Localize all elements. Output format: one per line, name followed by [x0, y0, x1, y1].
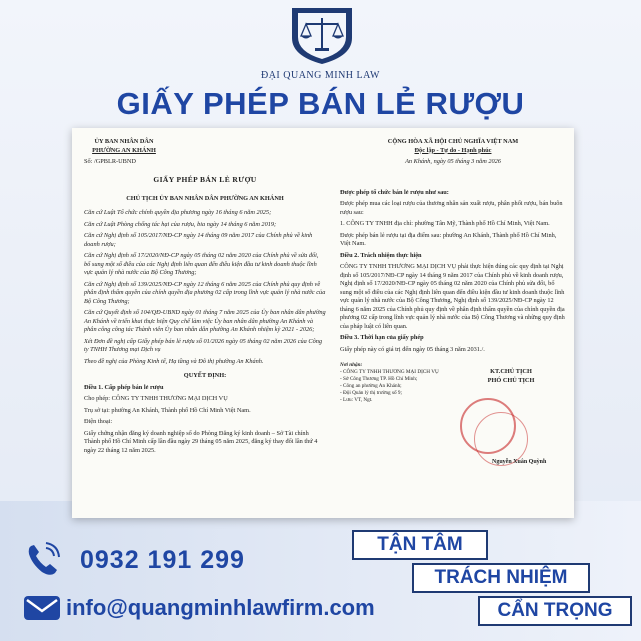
right-text-2: Được phép mua các loại rượu của thương nhân sản xuất rượu, phân phối rượu, bán buôn rượu sau:: [340, 200, 563, 216]
phone-number[interactable]: 0932 191 299: [80, 546, 245, 574]
validity: Giấy phép này có giá trị đến ngày 05 tháng 3 năm 2031./.: [340, 345, 485, 353]
right-text-4: Được phép bán lẻ rượu tại địa điểm sau: phường An Khánh, Thành phố Hồ Chí Minh, Việt Nam.: [340, 231, 557, 247]
business-registration: Giấy chứng nhận đăng ký doanh nghiệp số do Phòng Đăng ký kinh doanh – Sở Tài chính Thành phố Hồ Chí Minh cấp lần đầu ngày 29 tháng 05 năm 2025, đăng ký thay đổi lần thứ 4 ngày 22 tháng 12 năm 2025.: [84, 429, 318, 454]
slogan-responsibility: TRÁCH NHIỆM: [412, 563, 590, 593]
article-3: Điều 3. Thời hạn của giấy phép: [340, 334, 424, 341]
document-header: [84, 138, 326, 155]
nation-header: CỘNG HÒA XÃ HỘI CHỦ NGHĨA VIỆT NAM Độc lập - Tự do - Hạnh phúc: [387, 138, 519, 154]
basis-2: Căn cứ Luật Phòng chống tác hại của rượu, bia ngày 14 tháng 6 năm 2019;: [84, 220, 277, 228]
recipients: Nơi nhận: - CÔNG TY TNHH THƯƠNG MẠI DỊCH VỤ - Sở Công Thương TP. Hồ Chí Minh; - Công an phường An Khánh; - Đội Quản lý thị trường số 9; - Lưu: VT, Ngt.: [340, 362, 439, 404]
document-issuer: CHỦ TỊCH ỦY BAN NHÂN DÂN PHƯỜNG AN KHÁNH: [126, 194, 284, 202]
signature-block: KT.CHỦ TỊCH PHÓ CHỦ TỊCH: [487, 368, 535, 384]
article-2-text: CÔNG TY TNHH THƯƠNG MẠI DỊCH VỤ phải thực hiện đúng các quy định tại Nghị định số 105/2017/NĐ-CP ngày 14 tháng 9 năm 2017 của Chính phủ về kinh doanh rượu, Nghị định số 17/2020/NĐ-CP ngày 05 tháng 02 năm 2020 của Chính phủ sửa đổi, bổ sung một số điều của các Nghị định liên quan đến điều kiện đầu tư kinh doanh thuộc lĩnh vực quản lý nhà nước của Bộ Công Thương, Nghị định số 139/2025/NĐ-CP ngày 12 tháng 6 năm 2025 của Chính phủ quy định về phân định thẩm quyền của chính quyền địa phương 02 cấp trong lĩnh vực quản lý nhà nước của Bộ Công Thương và những quy định của pháp luật có liên quan.: [340, 263, 565, 330]
slogan-dedication: TẬN TÂM: [352, 530, 488, 560]
document-right-column: [340, 138, 566, 404]
grantee: Cho phép: CÔNG TY TNHH THƯƠNG MẠI DỊCH VỤ: [84, 395, 228, 403]
grantee-address: Trụ sở tại: phường An Khánh, Thành phố Hồ Chí Minh Việt Nam.: [84, 406, 251, 414]
document-title: GIẤY PHÉP BÁN LẺ RƯỢU: [153, 174, 257, 184]
agency-name: ỦY BAN NHÂN DÂN PHƯỜNG AN KHÁNH: [92, 138, 156, 154]
slogan-carefulness: CẨN TRỌNG: [478, 596, 632, 626]
basis-8: Theo đề nghị của Phòng Kinh tế, Hạ tầng và Đô thị phường An Khánh.: [84, 357, 264, 365]
right-text-3: 1. CÔNG TY TNHH địa chỉ: phường Tân Mỹ, Thành phố Hồ Chí Minh, Việt Nam.: [340, 220, 550, 227]
document-number: Số: /GPBLR-UBND: [84, 158, 136, 165]
decision-heading: QUYẾT ĐỊNH:: [183, 372, 227, 380]
grantee-phone: Điện thoại:: [84, 418, 113, 426]
basis-4: Căn cứ Nghị định số 17/2020/NĐ-CP ngày 05 tháng 02 năm 2020 của Chính phủ về sửa đổi, bổ sung một số điều của các Nghị định liên quan đến điều kiện đầu tư kinh doanh thuộc lĩnh vực quản lý nhà nước của Bộ Công Thương;: [84, 252, 319, 277]
email-address[interactable]: info@quangminhlawfirm.com: [66, 595, 375, 620]
basis-6: Căn cứ Quyết định số 104/QĐ-UBND ngày 01 tháng 7 năm 2025 của Ủy ban nhân dân phường An Khánh về triển khai thực hiện Quy chế làm việc Ủy ban nhân dân phường An Khánh và phân công công tác Thành viên Ủy ban nhân dân phường An Khánh nhiệm kỳ 2021 - 2026;: [84, 309, 326, 334]
article-1: Điều 1. Cấp phép bán lẻ rượu: [84, 383, 164, 391]
right-text-1: Được phép tổ chức bán lẻ rượu như sau:: [340, 188, 449, 196]
basis-5: Căn cứ Nghị định số 139/2025/NĐ-CP ngày 12 tháng 6 năm 2025 của Chính phủ quy định về phân định thẩm quyền của chính quyền địa phương 02 cấp trong lĩnh vực quản lý nhà nước của Bộ Công Thương;: [84, 280, 326, 305]
phone-icon: [22, 540, 62, 580]
signer-name: Nguyễn Xuân Quỳnh: [492, 459, 547, 465]
document-left-column: [84, 138, 326, 455]
brand-name: ĐẠI QUANG MINH LAW: [260, 70, 380, 81]
basis-1: Căn cứ Luật Tổ chức chính quyền địa phương ngày 16 tháng 6 năm 2025;: [84, 209, 272, 217]
article-2: Điều 2. Trách nhiệm thực hiện: [340, 251, 422, 259]
basis-3: Căn cứ Nghị định số 105/2017/NĐ-CP ngày 14 tháng 09 năm 2017 của Chính phủ về kinh doanh rượu;: [84, 232, 313, 248]
license-document: [72, 128, 574, 518]
official-stamp: [460, 398, 516, 454]
document-date: An Khánh, ngày 05 tháng 3 năm 2026: [405, 158, 501, 165]
basis-7: Xét Đơn đề nghị cấp Giấy phép bán lẻ rượu số 01/2026 ngày 05 tháng 02 năm 2026 của Công ty TNHH Thương mại Dịch vụ: [84, 337, 323, 354]
scales-of-justice-logo: [282, 4, 362, 66]
mail-icon: [22, 594, 62, 622]
headline: GIẤY PHÉP BÁN LẺ RƯỢU: [116, 86, 525, 121]
